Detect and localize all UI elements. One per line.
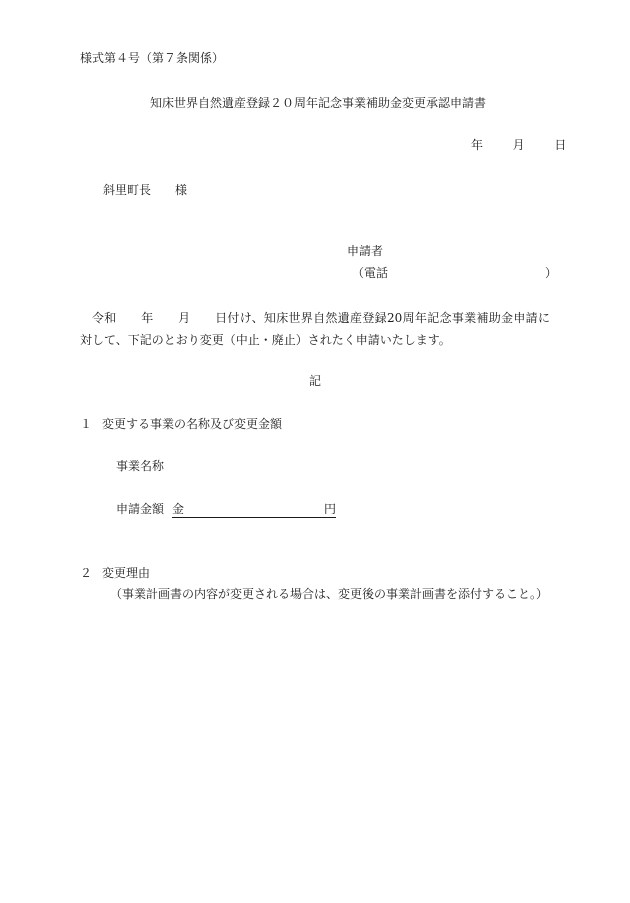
section-2-heading — [80, 565, 150, 581]
section-1-heading — [80, 416, 282, 432]
date-month: 月 — [512, 138, 525, 152]
date-day: 日 — [554, 138, 567, 152]
body-paragraph: 令和 年 月 日付け、知床世界自然遺産登録20周年記念事業補助金申請に対して、下記のとおり変更（中止・廃止）されたく申請いたします。 — [80, 311, 550, 347]
amount-blank[interactable] — [184, 503, 324, 518]
phone-close-paren: ） — [545, 266, 558, 280]
amount-suffix: 円 — [324, 502, 337, 516]
section-1-number: １ — [80, 417, 93, 431]
section-2-title: 変更理由 — [102, 566, 151, 580]
addressee: 斜里町長 様 — [103, 183, 188, 197]
date-line — [471, 137, 566, 153]
ki-heading: 記 — [309, 374, 322, 388]
phone-label: （電話 — [352, 266, 389, 280]
section-1-title: 変更する事業の名称及び変更金額 — [102, 417, 283, 431]
amount-prefix: 金 — [172, 502, 185, 516]
section-2-number: ２ — [80, 566, 93, 580]
applicant-label: 申請者 — [347, 244, 384, 258]
project-name-label: 事業名称 — [116, 459, 165, 473]
amount-label: 申請金額 — [116, 502, 165, 516]
date-year: 年 — [471, 138, 484, 152]
amount-row — [116, 501, 336, 518]
document-title: 知床世界自然遺産登録２０周年記念事業補助金変更承認申請書 — [150, 96, 487, 110]
change-reason-note: （事業計画書の内容が変更される場合は、変更後の事業計画書を添付すること。） — [110, 587, 549, 601]
form-number: 様式第４号（第７条関係） — [80, 51, 225, 65]
